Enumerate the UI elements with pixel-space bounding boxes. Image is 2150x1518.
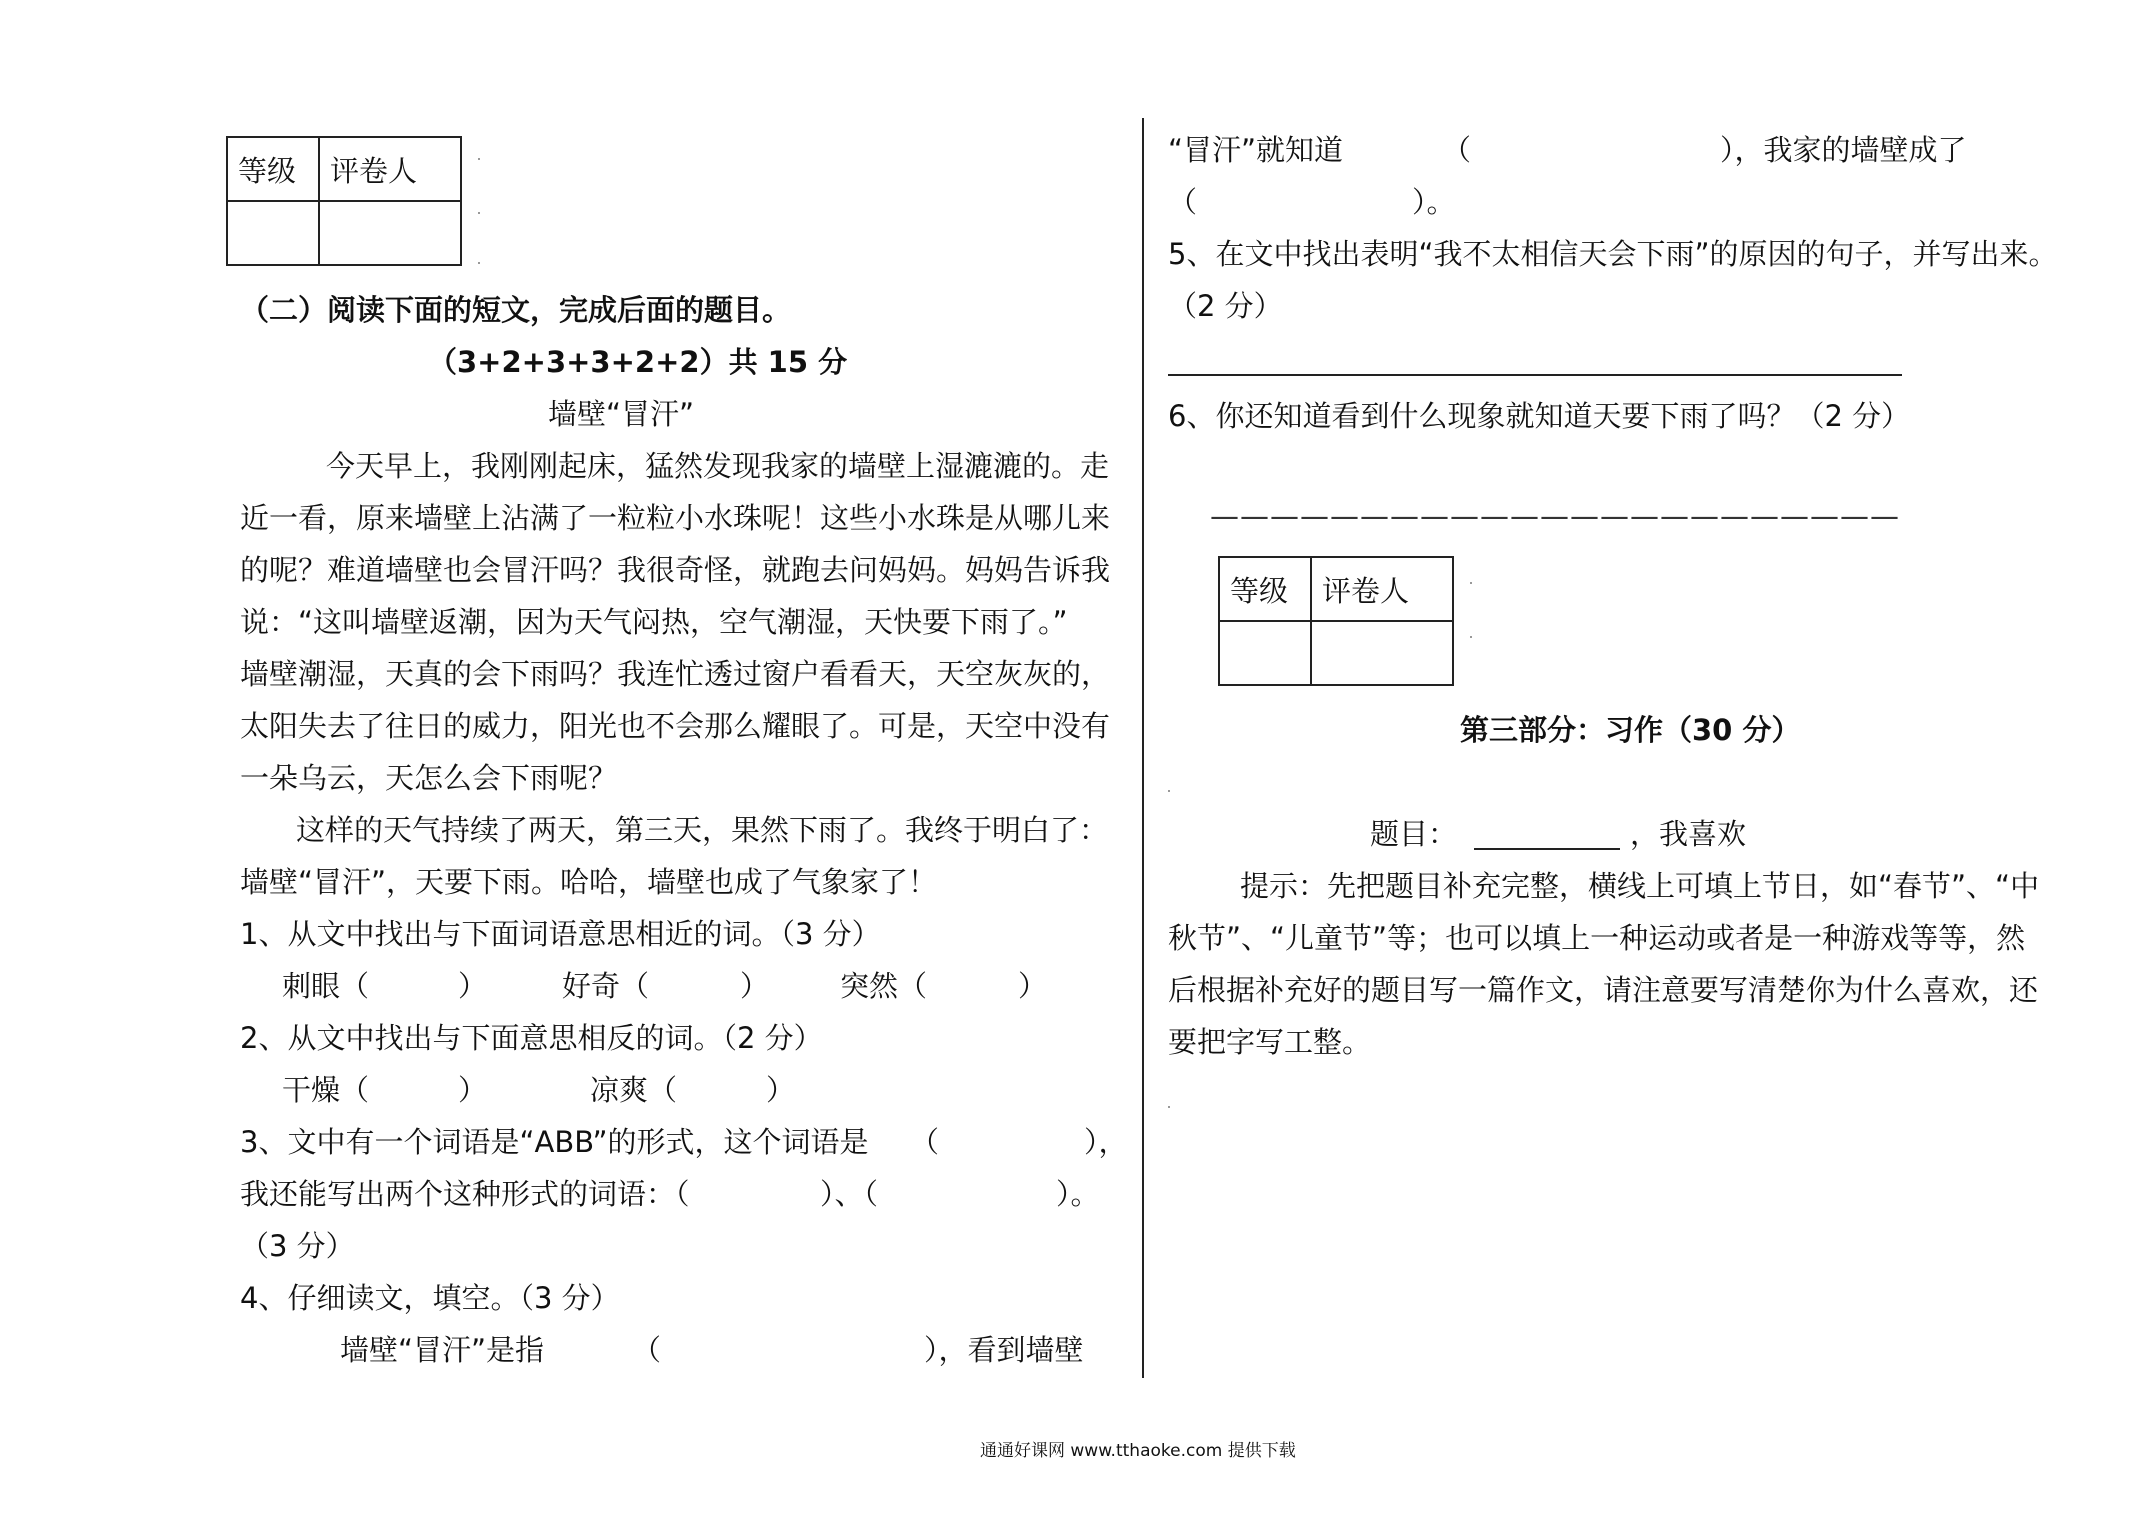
hint-line-1: 提示：先把题目补充完整，横线上可填上节日，如“春节”、“中 — [1240, 869, 2040, 903]
q1-item-1-close: ） — [458, 969, 488, 1003]
grader-header: 评卷人 — [319, 137, 461, 201]
question-3-blank-1: （ ）， — [910, 1125, 1128, 1159]
passage-line-5: 墙壁潮湿，天真的会下雨吗？我连忙透过窗户看看天，天空灰灰的， — [240, 657, 1111, 691]
question-3-line-2-end: ）。 — [1056, 1177, 1100, 1211]
question-1: 1、从文中找出与下面词语意思相近的词。（3 分） — [240, 917, 881, 951]
grade-header: 等级 — [1219, 557, 1311, 621]
q4-line-2-a: “冒汗”就知道 — [1168, 133, 1344, 167]
q1-item-2-open: 好奇（ — [562, 969, 650, 1003]
question-3-line-2: 我还能写出两个这种形式的词语：（ — [240, 1177, 690, 1211]
section2-score: （3+2+3+3+2+2）共 15 分 — [428, 345, 848, 379]
passage-line-3: 的呢？难道墙壁也会冒汗吗？我很奇怪，就跑去问妈妈。妈妈告诉我 — [240, 553, 1111, 587]
grade-table-left — [226, 136, 462, 266]
question-5-line-1: 5、在文中找出表明“我不太相信天会下雨”的原因的句子，并写出来。 — [1168, 237, 2058, 271]
q4-line-2-c: ），我家的墙壁成了 — [1720, 133, 1967, 167]
passage-line-2: 近一看，原来墙壁上沾满了一粒粒小水珠呢！这些小水珠是从哪儿来 — [240, 501, 1111, 535]
question-5-line-2: （2 分） — [1168, 289, 1283, 323]
hint-line-3: 后根据补充好的题目写一篇作文，请注意要写清楚你为什么喜欢，还 — [1168, 973, 2039, 1007]
passage-line-7: 一朵乌云，天怎么会下雨呢？ — [240, 761, 618, 795]
q1-item-2-close: ） — [740, 969, 770, 1003]
passage-line-8: 这样的天气持续了两天，第三天，果然下雨了。我终于明白了： — [296, 813, 1109, 847]
q5-answer-line[interactable] — [1168, 374, 1902, 376]
q6-answer-dashes[interactable]: ——————————————————————— — [1210, 499, 1900, 533]
essay-topic-label: 题目： — [1370, 817, 1458, 851]
part3-heading: 第三部分：习作（30 分） — [1460, 713, 1801, 747]
page-footer: 通通好课网 www.tthaoke.com 提供下载 — [980, 1441, 1296, 1461]
q2-item-2-close: ） — [766, 1073, 796, 1107]
q2-item-2-open: 凉爽（ — [590, 1073, 678, 1107]
passage-line-1: 今天早上，我刚刚起床，猛然发现我家的墙壁上湿漉漉的。走 — [326, 449, 1110, 483]
q4-line-3-b: ）。 — [1412, 185, 1456, 219]
grader-header: 评卷人 — [1311, 557, 1453, 621]
q4-line-1-b: （ — [632, 1333, 662, 1367]
question-4: 4、仔细读文，填空。（3 分） — [240, 1281, 620, 1315]
passage-title: 墙壁“冒汗” — [548, 397, 695, 431]
grade-header: 等级 — [227, 137, 319, 201]
passage-line-4: 说：“这叫墙壁返潮，因为天气闷热，空气潮湿，天快要下雨了。” — [240, 605, 1068, 639]
q4-line-3-a: （ — [1168, 185, 1198, 219]
hint-line-4: 要把字写工整。 — [1168, 1025, 1372, 1059]
q2-item-1-open: 干燥（ — [282, 1073, 370, 1107]
grade-cell[interactable] — [1219, 621, 1311, 685]
q4-line-2-b: （ — [1442, 133, 1472, 167]
question-2: 2、从文中找出与下面意思相反的词。（2 分） — [240, 1021, 823, 1055]
grader-cell[interactable] — [319, 201, 461, 265]
passage-line-6: 太阳失去了往日的威力，阳光也不会那么耀眼了。可是，天空中没有 — [240, 709, 1111, 743]
essay-topic-blank[interactable] — [1474, 848, 1620, 850]
q1-item-1-open: 刺眼（ — [282, 969, 370, 1003]
q4-line-1-c: ），看到墙壁 — [924, 1333, 1084, 1367]
q2-item-1-close: ） — [458, 1073, 488, 1107]
grade-table-right — [1218, 556, 1454, 686]
grade-cell[interactable] — [227, 201, 319, 265]
section2-heading: （二）阅读下面的短文，完成后面的题目。 — [240, 293, 792, 327]
question-6: 6、你还知道看到什么现象就知道天要下雨了吗？（2 分） — [1168, 399, 1911, 433]
hint-line-2: 秋节”、“儿童节”等；也可以填上一种运动或者是一种游戏等等，然 — [1168, 921, 2026, 955]
q1-item-3-close: ） — [1018, 969, 1048, 1003]
grader-cell[interactable] — [1311, 621, 1453, 685]
question-3-line-3: （3 分） — [240, 1229, 355, 1263]
question-3-line-1: 3、文中有一个词语是“ABB”的形式，这个词语是 — [240, 1125, 869, 1159]
q4-line-1-a: 墙壁“冒汗”是指 — [340, 1333, 545, 1367]
column-divider — [1142, 118, 1144, 1378]
passage-line-9: 墙壁“冒汗”，天要下雨。哈哈，墙壁也成了气象家了！ — [240, 865, 938, 899]
question-3-line-2-mid: ）、（ — [820, 1177, 879, 1211]
q1-item-3-open: 突然（ — [840, 969, 928, 1003]
essay-topic-end: ，我喜欢 — [1630, 817, 1747, 851]
